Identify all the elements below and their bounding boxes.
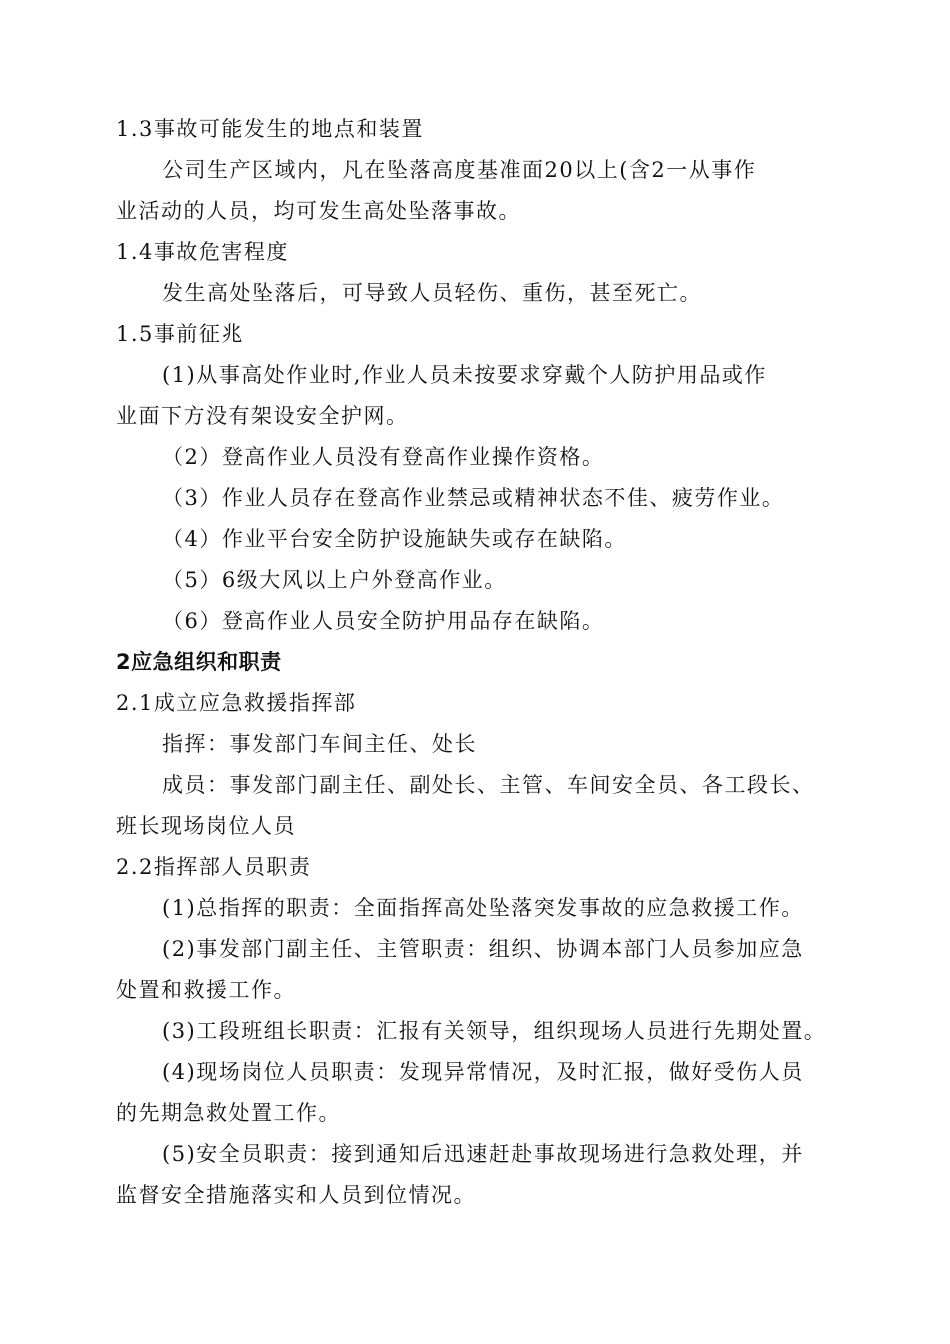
heading-1-3: 1.3事故可能发生的地点和装置: [116, 117, 424, 141]
heading-1-4: 1.4事故危害程度: [116, 240, 289, 264]
list-item: （4）作业平台安全防护设施缺失或存在缺陷。: [162, 527, 627, 551]
paragraph-line: 监督安全措施落实和人员到位情况。: [116, 1183, 476, 1207]
list-item: （5）6级大风以上户外登高作业。: [162, 568, 507, 592]
heading-1-5: 1.5事前征兆: [116, 322, 244, 346]
paragraph-line: 业面下方没有架设安全护网。: [116, 404, 409, 428]
list-item: (1)总指挥的职责：全面指挥高处坠落突发事故的应急救援工作。: [162, 896, 804, 920]
list-item: (5)安全员职责：接到通知后迅速赶赴事故现场进行急救处理，并: [162, 1142, 804, 1166]
paragraph-line: 业活动的人员，均可发生高处坠落事故。: [116, 199, 521, 223]
paragraph-line: 班长现场岗位人员: [116, 814, 296, 838]
paragraph-line: 发生高处坠落后，可导致人员轻伤、重伤，甚至死亡。: [162, 281, 702, 305]
paragraph-line: 成员：事发部门副主任、副处长、主管、车间安全员、各工段长、: [162, 773, 815, 797]
list-item: （3）作业人员存在登高作业禁忌或精神状态不佳、疲劳作业。: [162, 486, 785, 510]
list-item: (3)工段班组长职责：汇报有关领导，组织现场人员进行先期处置。: [162, 1019, 827, 1043]
list-item: (2)事发部门副主任、主管职责：组织、协调本部门人员参加应急: [162, 937, 804, 961]
section-heading-2: 2应急组织和职责: [116, 650, 282, 674]
list-item: (1)从事高处作业时,作业人员未按要求穿戴个人防护用品或作: [162, 363, 767, 387]
paragraph-line: 的先期急救处置工作。: [116, 1101, 341, 1125]
paragraph-line: 指挥：事发部门车间主任、处长: [162, 732, 477, 756]
paragraph-line: 处置和救援工作。: [116, 978, 296, 1002]
heading-2-2: 2.2指挥部人员职责: [116, 855, 312, 879]
heading-2-1: 2.1成立应急救援指挥部: [116, 691, 357, 715]
paragraph-line: 公司生产区域内，凡在坠落高度基准面20以上(含2一从事作: [162, 158, 757, 182]
list-item: （6）登高作业人员安全防护用品存在缺陷。: [162, 609, 605, 633]
list-item: (4)现场岗位人员职责：发现异常情况，及时汇报，做好受伤人员: [162, 1060, 804, 1084]
list-item: （2）登高作业人员没有登高作业操作资格。: [162, 445, 605, 469]
